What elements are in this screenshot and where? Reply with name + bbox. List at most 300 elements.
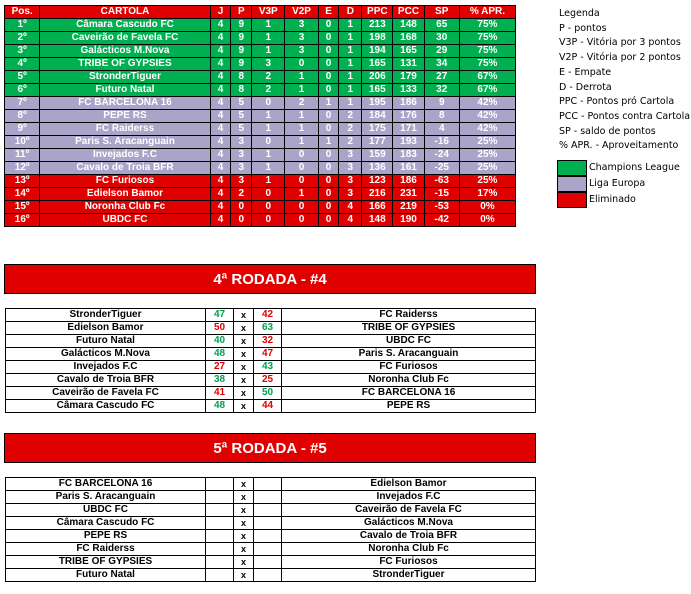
legend-line: PCC - Pontos contra Cartola [559, 110, 691, 122]
round-5-fixtures [5, 477, 536, 582]
round-4-fixtures [5, 308, 536, 413]
away-score [254, 478, 282, 491]
standings-cell-ppc: 195 [362, 97, 393, 110]
standings-cell-d: 2 [339, 110, 362, 123]
standings-cell-apr: 42% [459, 123, 515, 136]
fixture-row [6, 478, 536, 491]
standings-cell-p: 3 [231, 175, 252, 188]
home-score [206, 530, 234, 543]
standings-cell-pcc: 183 [393, 149, 424, 162]
versus: x [234, 322, 254, 335]
away-score [254, 543, 282, 556]
standings-cell-j: 4 [210, 123, 231, 136]
versus: x [234, 504, 254, 517]
away-score: 43 [254, 361, 282, 374]
legend-swatch [557, 192, 587, 208]
home-score [206, 556, 234, 569]
away-score [254, 517, 282, 530]
standings-cell-j: 4 [210, 58, 231, 71]
away-team: UBDC FC [282, 335, 536, 348]
round-4-banner: 4ª RODADA - #4 [4, 264, 536, 294]
standings-cell-pos: 6º [5, 84, 40, 97]
standings-cell-e: 1 [318, 136, 339, 149]
standings-cell-j: 4 [210, 136, 231, 149]
standings-cell-team: Paris S. Aracanguain [40, 136, 210, 149]
standings-cell-apr: 25% [459, 175, 515, 188]
standings-cell-ppc: 198 [362, 32, 393, 45]
standings-cell-v2p: 0 [285, 175, 318, 188]
standings-cell-pcc: 131 [393, 58, 424, 71]
away-score: 47 [254, 348, 282, 361]
standings-cell-sp: 32 [424, 84, 459, 97]
fixture-row [6, 309, 536, 322]
standings-cell-p: 3 [231, 162, 252, 175]
standings-cell-d: 1 [339, 32, 362, 45]
away-score: 63 [254, 322, 282, 335]
standings-cell-sp: -16 [424, 136, 459, 149]
standings-cell-p: 0 [231, 214, 252, 227]
standings-cell-p: 9 [231, 45, 252, 58]
standings-cell-d: 2 [339, 136, 362, 149]
standings-cell-p: 9 [231, 19, 252, 32]
standings-cell-v3p: 0 [252, 188, 285, 201]
standings-header-cell: CARTOLA [40, 6, 210, 19]
standings-cell-ppc: 206 [362, 71, 393, 84]
away-team: Cavalo de Troia BFR [282, 530, 536, 543]
standings-cell-v3p: 1 [252, 32, 285, 45]
standings-cell-sp: 27 [424, 71, 459, 84]
standings-cell-apr: 0% [459, 201, 515, 214]
standings-row [5, 175, 516, 188]
standings-cell-apr: 75% [459, 32, 515, 45]
fixture-row [6, 569, 536, 582]
away-team: Paris S. Aracanguain [282, 348, 536, 361]
away-team: StronderTiguer [282, 569, 536, 582]
standings-cell-v3p: 0 [252, 201, 285, 214]
standings-row [5, 136, 516, 149]
standings-cell-apr: 0% [459, 214, 515, 227]
standings-cell-v3p: 1 [252, 45, 285, 58]
home-team: UBDC FC [6, 504, 206, 517]
standings-header-cell: P [231, 6, 252, 19]
standings-cell-pcc: 219 [393, 201, 424, 214]
standings-cell-team: FC Raiderss [40, 123, 210, 136]
standings-cell-pcc: 186 [393, 97, 424, 110]
standings-cell-v2p: 1 [285, 123, 318, 136]
standings-cell-pos: 11º [5, 149, 40, 162]
standings-cell-e: 0 [318, 162, 339, 175]
standings-cell-e: 0 [318, 175, 339, 188]
standings-cell-v2p: 1 [285, 71, 318, 84]
standings-cell-v3p: 1 [252, 149, 285, 162]
standings-cell-v3p: 1 [252, 162, 285, 175]
standings-cell-apr: 25% [459, 149, 515, 162]
versus: x [234, 478, 254, 491]
standings-cell-v3p: 1 [252, 110, 285, 123]
standings-cell-pos: 10º [5, 136, 40, 149]
standings-row [5, 123, 516, 136]
standings-cell-ppc: 177 [362, 136, 393, 149]
home-team: Câmara Cascudo FC [6, 400, 206, 413]
standings-cell-e: 0 [318, 188, 339, 201]
away-score [254, 569, 282, 582]
versus: x [234, 348, 254, 361]
standings-cell-sp: 9 [424, 97, 459, 110]
standings-cell-j: 4 [210, 214, 231, 227]
standings-cell-team: FC BARCELONA 16 [40, 97, 210, 110]
standings-cell-e: 0 [318, 58, 339, 71]
standings-row [5, 201, 516, 214]
away-team: Noronha Club Fc [282, 543, 536, 556]
standings-cell-v3p: 1 [252, 19, 285, 32]
fixture-row [6, 543, 536, 556]
versus: x [234, 569, 254, 582]
home-score [206, 543, 234, 556]
standings-cell-e: 0 [318, 123, 339, 136]
legend-line: P - pontos [559, 22, 607, 34]
standings-header-cell: PPC [362, 6, 393, 19]
standings-cell-v2p: 1 [285, 136, 318, 149]
standings-row [5, 162, 516, 175]
standings-cell-j: 4 [210, 162, 231, 175]
standings-cell-apr: 67% [459, 84, 515, 97]
standings-cell-sp: -63 [424, 175, 459, 188]
standings-row [5, 58, 516, 71]
standings-cell-v3p: 0 [252, 136, 285, 149]
standings-cell-pos: 13º [5, 175, 40, 188]
standings-cell-sp: 65 [424, 19, 459, 32]
standings-cell-j: 4 [210, 97, 231, 110]
standings-cell-team: FC Furiosos [40, 175, 210, 188]
standings-header-cell: SP [424, 6, 459, 19]
versus: x [234, 387, 254, 400]
home-score [206, 478, 234, 491]
legend-line: SP - saldo de pontos [559, 125, 656, 137]
standings-cell-apr: 17% [459, 188, 515, 201]
standings-cell-pos: 5º [5, 71, 40, 84]
standings-cell-pcc: 171 [393, 123, 424, 136]
standings-cell-d: 3 [339, 175, 362, 188]
standings-cell-e: 0 [318, 32, 339, 45]
standings-header-cell: V2P [285, 6, 318, 19]
standings-cell-apr: 25% [459, 162, 515, 175]
standings-cell-sp: 4 [424, 123, 459, 136]
away-team: FC Furiosos [282, 361, 536, 374]
standings-cell-d: 1 [339, 58, 362, 71]
standings-header-row [5, 6, 516, 19]
standings-row [5, 97, 516, 110]
standings-cell-e: 1 [318, 97, 339, 110]
standings-cell-e: 0 [318, 19, 339, 32]
standings-cell-ppc: 123 [362, 175, 393, 188]
standings-cell-pcc: 161 [393, 162, 424, 175]
standings-header-cell: PCC [393, 6, 424, 19]
standings-cell-v2p: 0 [285, 149, 318, 162]
legend-line: D - Derrota [559, 81, 612, 93]
standings-cell-pos: 1º [5, 19, 40, 32]
standings-cell-ppc: 213 [362, 19, 393, 32]
standings-row [5, 110, 516, 123]
home-score [206, 504, 234, 517]
home-score: 38 [206, 374, 234, 387]
legend-key-label: Liga Europa [589, 178, 646, 189]
fixture-row [6, 530, 536, 543]
standings-cell-pos: 7º [5, 97, 40, 110]
standings-cell-team: Noronha Club Fc [40, 201, 210, 214]
standings-cell-d: 4 [339, 201, 362, 214]
standings-row [5, 45, 516, 58]
standings-cell-pcc: 186 [393, 175, 424, 188]
standings-cell-e: 0 [318, 149, 339, 162]
round-5-banner: 5ª RODADA - #5 [4, 433, 536, 463]
standings-header-cell: % APR. [459, 6, 515, 19]
standings-cell-pos: 16º [5, 214, 40, 227]
standings-cell-sp: -42 [424, 214, 459, 227]
fixture-row [6, 374, 536, 387]
fixture-row [6, 517, 536, 530]
standings-cell-j: 4 [210, 32, 231, 45]
away-team: Edielson Bamor [282, 478, 536, 491]
standings-cell-v2p: 0 [285, 58, 318, 71]
standings-cell-v2p: 3 [285, 19, 318, 32]
away-team: TRIBE OF GYPSIES [282, 322, 536, 335]
standings-cell-v3p: 1 [252, 123, 285, 136]
away-score: 44 [254, 400, 282, 413]
standings-cell-apr: 42% [459, 110, 515, 123]
standings-cell-apr: 75% [459, 45, 515, 58]
standings-cell-pos: 9º [5, 123, 40, 136]
standings-cell-apr: 75% [459, 19, 515, 32]
home-team: FC Raiderss [6, 543, 206, 556]
standings-cell-v3p: 0 [252, 97, 285, 110]
legend-key-label: Eliminado [589, 194, 636, 205]
standings-cell-team: Futuro Natal [40, 84, 210, 97]
home-score: 41 [206, 387, 234, 400]
standings-row [5, 84, 516, 97]
home-team: Câmara Cascudo FC [6, 517, 206, 530]
standings-header-cell: V3P [252, 6, 285, 19]
legend-line: V3P - Vitória por 3 pontos [559, 37, 681, 49]
home-score: 40 [206, 335, 234, 348]
standings-cell-p: 3 [231, 149, 252, 162]
standings-cell-pcc: 176 [393, 110, 424, 123]
legend-line: E - Empate [559, 66, 612, 78]
standings-cell-pcc: 193 [393, 136, 424, 149]
standings-header-cell: E [318, 6, 339, 19]
home-team: Paris S. Aracanguain [6, 491, 206, 504]
standings-cell-e: 0 [318, 110, 339, 123]
standings-row [5, 188, 516, 201]
standings-cell-v3p: 2 [252, 71, 285, 84]
standings-cell-v2p: 1 [285, 110, 318, 123]
standings-body [5, 19, 516, 227]
standings-cell-p: 3 [231, 136, 252, 149]
standings-row [5, 19, 516, 32]
fixture-row [6, 335, 536, 348]
standings-cell-sp: 8 [424, 110, 459, 123]
legend-line: V2P - Vitória por 2 pontos [559, 52, 681, 64]
standings-cell-team: Caveirão de Favela FC [40, 32, 210, 45]
standings-cell-sp: 29 [424, 45, 459, 58]
standings-cell-v3p: 1 [252, 175, 285, 188]
home-team: Edielson Bamor [6, 322, 206, 335]
legend-swatch [557, 160, 587, 176]
home-score: 50 [206, 322, 234, 335]
standings-cell-e: 0 [318, 201, 339, 214]
standings-cell-pos: 14º [5, 188, 40, 201]
standings-cell-v3p: 0 [252, 214, 285, 227]
legend-key-label: Champions League [589, 162, 680, 173]
away-score: 42 [254, 309, 282, 322]
standings-cell-pos: 2º [5, 32, 40, 45]
standings-cell-p: 9 [231, 32, 252, 45]
away-team: FC BARCELONA 16 [282, 387, 536, 400]
standings-cell-d: 1 [339, 19, 362, 32]
standings-cell-e: 0 [318, 45, 339, 58]
standings-row [5, 71, 516, 84]
standings-cell-apr: 25% [459, 136, 515, 149]
standings-cell-j: 4 [210, 84, 231, 97]
standings-cell-pcc: 168 [393, 32, 424, 45]
standings-cell-team: UBDC FC [40, 214, 210, 227]
standings-cell-sp: -15 [424, 188, 459, 201]
home-team: Futuro Natal [6, 569, 206, 582]
away-team: Caveirão de Favela FC [282, 504, 536, 517]
away-team: Galácticos M.Nova [282, 517, 536, 530]
home-team: Caveirão de Favela FC [6, 387, 206, 400]
standings-cell-team: Câmara Cascudo FC [40, 19, 210, 32]
versus: x [234, 530, 254, 543]
standings-row [5, 214, 516, 227]
standings-cell-d: 3 [339, 149, 362, 162]
standings-cell-d: 3 [339, 188, 362, 201]
standings-cell-d: 2 [339, 123, 362, 136]
standings-cell-sp: -25 [424, 162, 459, 175]
standings-cell-ppc: 136 [362, 162, 393, 175]
standings-cell-d: 4 [339, 214, 362, 227]
standings-cell-d: 1 [339, 97, 362, 110]
away-score [254, 530, 282, 543]
standings-cell-sp: -24 [424, 149, 459, 162]
standings-cell-j: 4 [210, 110, 231, 123]
standings-cell-v3p: 2 [252, 84, 285, 97]
away-team: Invejados F.C [282, 491, 536, 504]
standings-cell-pcc: 133 [393, 84, 424, 97]
home-team: Invejados F.C [6, 361, 206, 374]
standings-cell-ppc: 165 [362, 84, 393, 97]
standings-header-cell: J [210, 6, 231, 19]
standings-cell-ppc: 166 [362, 201, 393, 214]
standings-cell-pcc: 179 [393, 71, 424, 84]
standings-header-cell: D [339, 6, 362, 19]
home-team: StronderTiguer [6, 309, 206, 322]
home-score [206, 517, 234, 530]
versus: x [234, 374, 254, 387]
standings-cell-j: 4 [210, 188, 231, 201]
standings-cell-pcc: 165 [393, 45, 424, 58]
legend-line: % APR. - Aproveitamento [559, 140, 679, 152]
standings-cell-v2p: 0 [285, 214, 318, 227]
home-score [206, 569, 234, 582]
standings-cell-ppc: 184 [362, 110, 393, 123]
standings-cell-team: StronderTiguer [40, 71, 210, 84]
standings-row [5, 149, 516, 162]
standings-cell-p: 8 [231, 84, 252, 97]
standings-cell-sp: 30 [424, 32, 459, 45]
standings-cell-ppc: 175 [362, 123, 393, 136]
standings-cell-e: 0 [318, 214, 339, 227]
standings-header-cell: Pos. [5, 6, 40, 19]
versus: x [234, 309, 254, 322]
standings-cell-pos: 4º [5, 58, 40, 71]
standings-cell-team: Cavalo de Troia BFR [40, 162, 210, 175]
legend-title: Legenda [559, 8, 600, 19]
home-score: 48 [206, 348, 234, 361]
standings-cell-v2p: 0 [285, 201, 318, 214]
home-score: 27 [206, 361, 234, 374]
home-team: Cavalo de Troia BFR [6, 374, 206, 387]
standings-cell-apr: 75% [459, 58, 515, 71]
standings-cell-p: 5 [231, 97, 252, 110]
legend [559, 7, 690, 154]
standings-cell-d: 1 [339, 45, 362, 58]
away-score: 25 [254, 374, 282, 387]
standings-cell-p: 5 [231, 123, 252, 136]
standings-cell-ppc: 148 [362, 214, 393, 227]
fixture-row [6, 361, 536, 374]
legend-swatch [557, 176, 587, 192]
fixture-row [6, 387, 536, 400]
standings-cell-v2p: 1 [285, 188, 318, 201]
standings-cell-d: 1 [339, 71, 362, 84]
standings-cell-v3p: 3 [252, 58, 285, 71]
versus: x [234, 335, 254, 348]
standings-cell-team: Invejados F.C [40, 149, 210, 162]
standings-cell-d: 1 [339, 84, 362, 97]
standings-cell-pos: 8º [5, 110, 40, 123]
standings-cell-v2p: 2 [285, 97, 318, 110]
home-team: TRIBE OF GYPSIES [6, 556, 206, 569]
standings-cell-p: 8 [231, 71, 252, 84]
standings-cell-pcc: 190 [393, 214, 424, 227]
fixture-row [6, 348, 536, 361]
away-score [254, 491, 282, 504]
away-score [254, 556, 282, 569]
legend-lines [559, 22, 690, 154]
standings-cell-j: 4 [210, 201, 231, 214]
standings-cell-pcc: 231 [393, 188, 424, 201]
standings-row [5, 32, 516, 45]
standings-cell-v2p: 1 [285, 84, 318, 97]
home-score [206, 491, 234, 504]
standings-cell-team: PEPE RS [40, 110, 210, 123]
away-team: FC Furiosos [282, 556, 536, 569]
standings-cell-p: 0 [231, 201, 252, 214]
standings-cell-pos: 12º [5, 162, 40, 175]
away-score [254, 504, 282, 517]
fixture-row [6, 504, 536, 517]
standings-cell-ppc: 216 [362, 188, 393, 201]
versus: x [234, 517, 254, 530]
standings-cell-e: 0 [318, 84, 339, 97]
standings-cell-j: 4 [210, 71, 231, 84]
fixture-row [6, 400, 536, 413]
standings-cell-ppc: 165 [362, 58, 393, 71]
legend-line: PPC - Pontos pró Cartola [559, 96, 675, 108]
standings-cell-team: Edielson Bamor [40, 188, 210, 201]
standings-cell-apr: 42% [459, 97, 515, 110]
standings-cell-pos: 3º [5, 45, 40, 58]
